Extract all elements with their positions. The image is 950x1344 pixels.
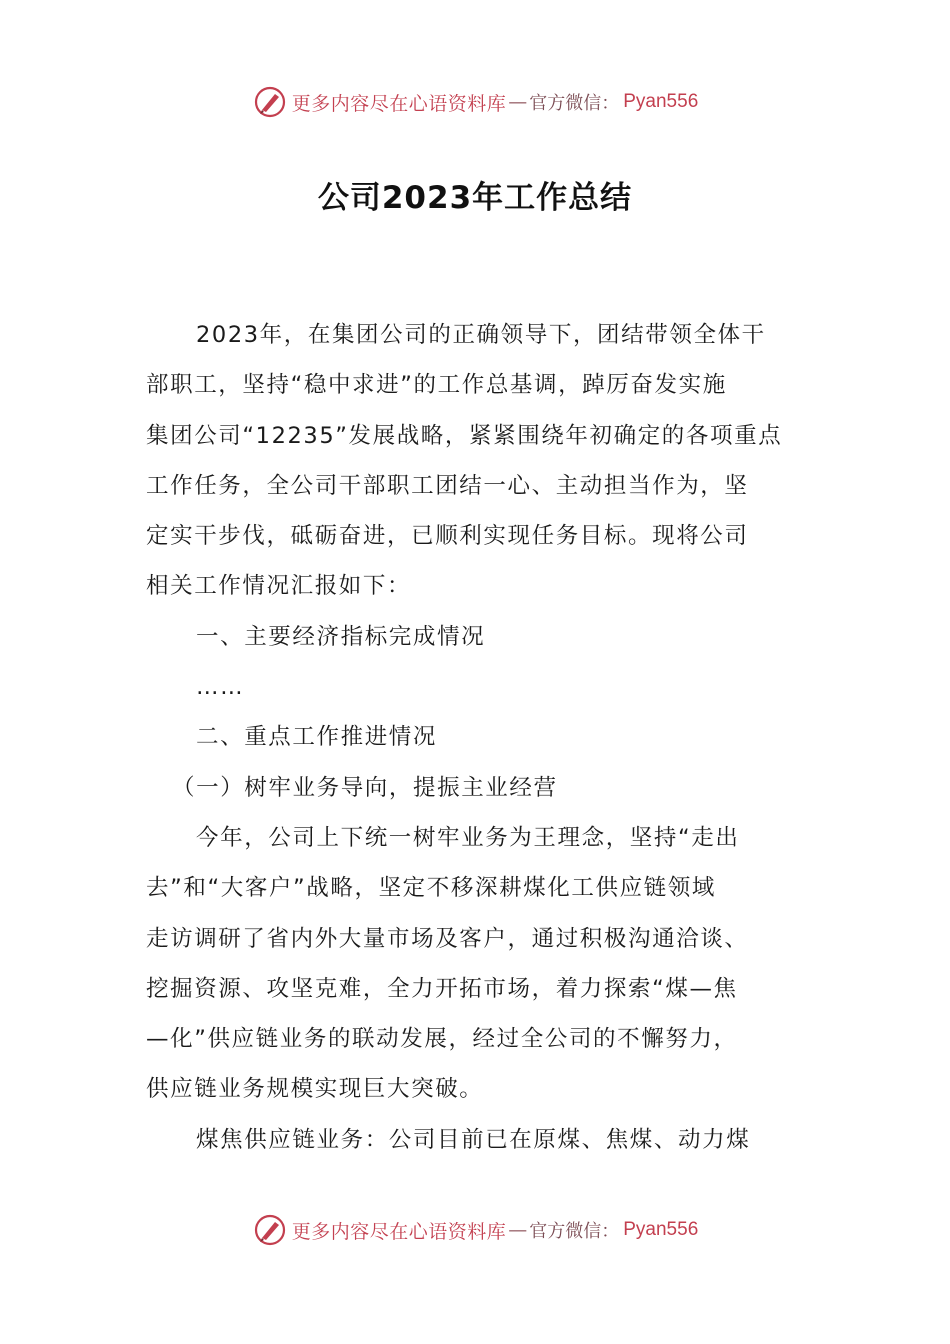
banner-wechat-id: Pyan556 <box>623 91 699 112</box>
banner-wechat-label: 官方微信： <box>529 1221 620 1242</box>
document-body <box>146 310 806 1165</box>
subsection-heading-1: （一）树牢业务导向，提振主业经营 <box>172 774 558 801</box>
paragraph-coal-supply-chain: 煤焦供应链业务：公司目前已在原煤、焦煤、动力煤 <box>196 1126 751 1153</box>
pen-logo-icon <box>252 84 288 120</box>
pen-logo-icon <box>252 1212 288 1248</box>
paragraph-business: 今年，公司上下统一树牢业务为王理念，坚持“走出 去”和“大客户”战略，坚定不移深耕煤化工供应链领域 走访调研了省内外大量市场及客户，通过积极沟通洽谈、 挖掘资源、攻坚克难，全力开拓市场，着力探索“煤—焦 —化”供应链业务的联动发展，经过全公司的不懈努力， 供应链业务规模实现巨大突破。 <box>146 824 749 1103</box>
header-watermark-banner <box>0 82 950 122</box>
ellipsis-placeholder: …… <box>196 674 245 701</box>
footer-watermark-banner <box>0 1210 950 1250</box>
banner-wechat-label: 官方微信： <box>529 93 620 114</box>
paragraph-intro: 2023年，在集团公司的正确领导下，团结带领全体干 部职工，坚持“稳中求进”的工作总基调，踔厉奋发实施 集团公司“12235”发展战略，紧紧围绕年初确定的各项重点 工作任务，全公司干部职工团结一心、主动担当作为，坚 定实干步伐，砥砺奋进，已顺利实现任务目标。现将公司 相关工作情况汇报如下： <box>146 322 783 600</box>
banner-separator: — <box>508 91 528 113</box>
section-heading-2: 二、重点工作推进情况 <box>196 724 438 751</box>
banner-wechat-id: Pyan556 <box>623 1219 699 1240</box>
banner-text: 更多内容尽在心语资料库 <box>291 1220 507 1243</box>
document-title: 公司2023年工作总结 <box>317 180 633 216</box>
banner-separator: — <box>508 1219 528 1241</box>
section-heading-1: 一、主要经济指标完成情况 <box>196 623 486 650</box>
banner-text: 更多内容尽在心语资料库 <box>291 92 507 115</box>
